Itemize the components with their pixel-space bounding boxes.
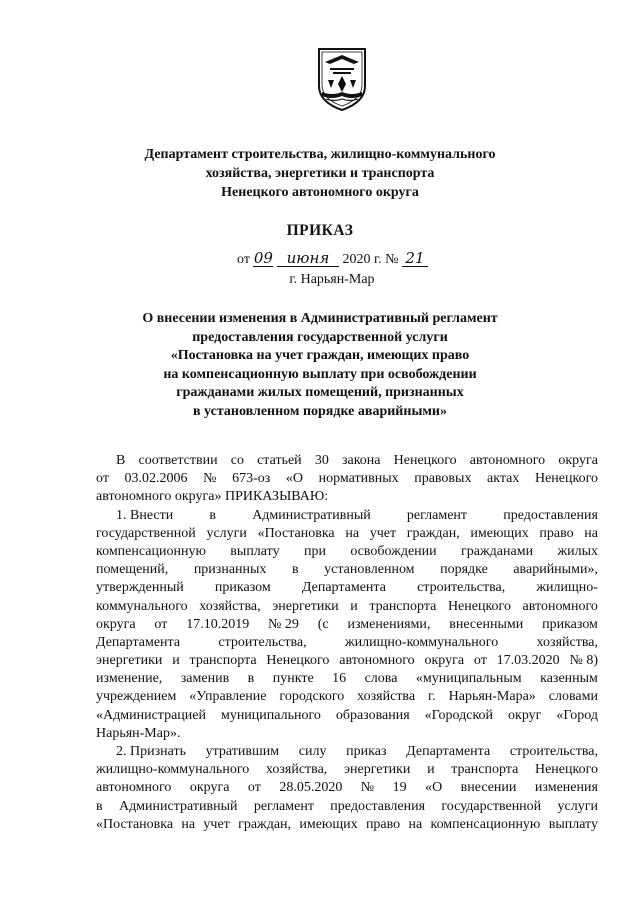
body-word: выплату: [230, 543, 280, 559]
body-word: жилищно-коммунального: [96, 762, 250, 778]
body-word: компенсационную: [430, 816, 541, 832]
body-word: Департамента: [301, 580, 386, 596]
body-word: образования: [335, 707, 410, 723]
body-word: (с: [317, 616, 329, 632]
body-word: признанных: [193, 562, 267, 578]
body-word: муниципального: [220, 707, 321, 723]
body-word: словами: [548, 689, 598, 705]
body-word: № 8): [569, 653, 598, 669]
body-line: [96, 616, 598, 634]
body-word: предоставления: [503, 507, 598, 523]
body-word: учет: [203, 816, 230, 832]
body-line: [96, 452, 598, 470]
body-word: «Город: [556, 707, 598, 723]
body-word: Департамента: [406, 744, 491, 759]
body-word: государственной: [441, 798, 542, 814]
body-word: от: [247, 780, 261, 796]
body-line: [96, 761, 598, 779]
body-word: на: [181, 816, 196, 832]
body-word: нормативных: [318, 471, 399, 487]
body-word: приказ: [346, 744, 387, 759]
body-word: от: [96, 471, 109, 487]
body-word: и: [427, 762, 435, 778]
body-word: освобождении: [350, 543, 437, 559]
body-word: жилищно-: [536, 580, 598, 596]
body-word: на: [584, 525, 598, 541]
body-word: автономного округа» ПРИКАЗЫВАЮ:: [96, 489, 329, 505]
body-word: при: [303, 543, 326, 559]
body-word: Ненецкого: [534, 471, 598, 487]
body-line: [96, 598, 598, 616]
body-line: [96, 779, 598, 797]
body-word: коммунального: [96, 598, 188, 614]
body-line: [96, 725, 598, 743]
body-word: услуги: [557, 798, 598, 814]
body-word: регламент: [253, 798, 314, 814]
body-word: «О: [425, 780, 443, 796]
body-line: [96, 470, 598, 488]
body-word: учреждением: [96, 689, 177, 705]
body-word: имеющих: [299, 816, 358, 832]
body-word: энергетики: [96, 653, 163, 669]
body-word: «Городской: [424, 707, 494, 723]
date-prefix: от: [237, 252, 250, 267]
body-word: хозяйства,: [265, 762, 328, 778]
body-word: № 29: [268, 616, 299, 632]
body-line: [96, 652, 598, 670]
body-word: хозяйства: [357, 689, 416, 705]
date-number-line: [237, 251, 428, 268]
body-word: округ: [508, 707, 542, 723]
body-word: округа: [558, 453, 598, 468]
body-word: автономного: [522, 598, 598, 614]
body-word: транспорта: [369, 598, 437, 614]
body-word: в: [291, 562, 299, 578]
coat-of-arms-emblem: [316, 46, 368, 112]
body-word: изменениями,: [347, 616, 431, 632]
body-word: «Постановка: [257, 525, 335, 541]
body-line: [96, 670, 598, 688]
body-word: автономного: [469, 453, 546, 468]
body-word: строительства,: [218, 634, 307, 650]
body-word: со: [230, 453, 244, 468]
subject-line: О внесении изменения в Административный регламент: [142, 311, 498, 326]
body-word: пункте: [272, 671, 314, 687]
body-word: соответствии: [138, 453, 218, 468]
body-word: 19: [392, 780, 407, 796]
body-word: 2. Признать: [116, 744, 186, 759]
body-word: «О: [285, 471, 303, 487]
body-word: граждан,: [238, 816, 292, 832]
header-line: Ненецкого автономного округа: [221, 185, 419, 200]
body-word: изменения: [534, 780, 598, 796]
order-number: 21: [402, 251, 428, 267]
subject-line: на компенсационную выплату при освобождении: [163, 366, 477, 382]
body-word: правовых: [414, 471, 472, 487]
body-word: №: [203, 471, 217, 487]
body-word: на: [345, 525, 360, 541]
body-word: заменив: [180, 671, 230, 687]
body-word: приказом: [214, 580, 271, 596]
body-word: право: [365, 816, 401, 832]
body-word: в: [96, 798, 103, 814]
body-word: от: [473, 653, 487, 669]
body-line: [96, 688, 598, 706]
body-word: внесенными: [449, 616, 524, 632]
body-word: аварийными»,: [513, 562, 598, 578]
body-word: Административный: [252, 507, 371, 523]
body-word: жилых: [557, 543, 598, 559]
body-word: слова: [364, 671, 398, 687]
body-word: округа: [96, 616, 136, 632]
body-word: казенным: [540, 671, 598, 687]
body-word: помещений,: [96, 562, 169, 578]
body-word: порядке: [440, 562, 488, 578]
body-word: Ненецкого: [447, 598, 511, 614]
body-word: установленном: [324, 562, 415, 578]
document-title: ПРИКАЗ: [286, 222, 354, 239]
body-line: [96, 525, 598, 543]
body-line: [96, 507, 598, 525]
body-word: 16: [332, 671, 347, 687]
body-word: 1. Внести: [116, 507, 174, 523]
body-word: жилищно-коммунального: [344, 634, 499, 650]
body-line: [96, 743, 598, 761]
body-word: гражданами: [461, 543, 534, 559]
order-body-text: [96, 452, 598, 834]
body-word: силу: [298, 744, 327, 759]
body-word: строительства,: [509, 744, 598, 759]
body-word: 17.10.2019: [186, 616, 250, 632]
organization-header: [0, 145, 640, 202]
body-word: энергетики: [344, 762, 411, 778]
date-year: 2020 г. №: [342, 252, 399, 267]
body-word: услуги: [206, 525, 247, 541]
body-word: право: [539, 525, 574, 541]
body-line: [96, 579, 598, 597]
body-word: от: [154, 616, 168, 632]
subject-line: гражданами жилых помещений, признанных: [176, 385, 464, 400]
body-word: учет: [369, 525, 397, 541]
body-word: изменение,: [96, 671, 163, 687]
body-word: в: [247, 671, 255, 687]
order-subject: [0, 310, 640, 421]
body-word: утратившим: [205, 744, 280, 759]
body-line: [96, 798, 598, 816]
body-word: округа: [189, 780, 230, 796]
body-word: транспорта: [189, 653, 257, 669]
body-word: Нарьян-Мара»: [448, 689, 536, 705]
body-word: актах: [487, 471, 520, 487]
body-word: транспорта: [451, 762, 519, 778]
body-word: Ненецкого: [266, 653, 330, 669]
body-word: хозяйства,: [199, 598, 261, 614]
body-word: городского: [279, 689, 345, 705]
date-month: июня: [277, 251, 339, 267]
body-word: г.: [428, 689, 436, 705]
subject-line: в установленном порядке аварийными»: [193, 403, 447, 419]
header-line: хозяйства, энергетики и транспорта: [205, 166, 435, 181]
body-word: №: [360, 780, 375, 796]
header-line: Департамент строительства, жилищно-коммунального: [144, 147, 496, 162]
body-word: Нарьян-Мар».: [96, 725, 181, 741]
body-line: [96, 543, 598, 561]
body-word: Административный: [118, 798, 238, 814]
body-word: имеющих: [470, 525, 529, 541]
subject-line: предоставления государственной услуги: [192, 329, 448, 345]
body-word: граждан,: [406, 525, 460, 541]
body-word: 28.05.2020: [279, 780, 343, 796]
body-word: «Администрацией: [96, 707, 206, 723]
body-word: Ненецкого: [534, 762, 598, 778]
body-word: энергетики: [272, 598, 339, 614]
body-word: В: [116, 453, 126, 468]
body-word: 03.02.2006: [124, 471, 188, 487]
body-word: Департамента: [96, 634, 181, 650]
body-word: предоставления: [330, 798, 426, 814]
date-day: 09: [253, 249, 273, 267]
body-word: и: [172, 653, 180, 669]
body-word: государственной: [96, 525, 196, 541]
body-word: закона: [341, 453, 381, 468]
body-word: приказом: [542, 616, 598, 632]
body-word: хозяйства,: [536, 634, 598, 650]
body-word: «Постановка: [96, 816, 174, 832]
body-word: 673-оз: [232, 471, 271, 487]
body-word: утвержденный: [96, 580, 184, 596]
body-word: компенсационную: [96, 543, 206, 559]
body-word: Ненецкого: [393, 453, 457, 468]
body-word: и: [350, 598, 358, 614]
body-word: «Управление: [189, 689, 267, 705]
subject-line: «Постановка на учет граждан, имеющих право: [170, 348, 470, 363]
body-line: [96, 561, 598, 579]
body-line: [96, 634, 598, 652]
body-word: в: [209, 507, 217, 523]
body-line: [96, 816, 598, 834]
body-word: строительства,: [417, 580, 506, 596]
body-word: внесении: [460, 780, 517, 796]
body-word: «муниципальным: [415, 671, 522, 687]
body-word: выплату: [548, 816, 598, 832]
body-line: [96, 707, 598, 725]
body-word: 17.03.2020: [496, 653, 560, 669]
body-word: автономного: [339, 653, 415, 669]
body-word: регламент: [406, 507, 468, 523]
body-word: статьей: [257, 453, 302, 468]
body-word: округа: [424, 653, 465, 669]
city-line: г. Нарьян-Мар: [289, 272, 375, 287]
body-word: автономного: [96, 780, 172, 796]
body-line: [96, 488, 598, 506]
body-word: 30: [314, 453, 329, 468]
body-word: на: [408, 816, 423, 832]
